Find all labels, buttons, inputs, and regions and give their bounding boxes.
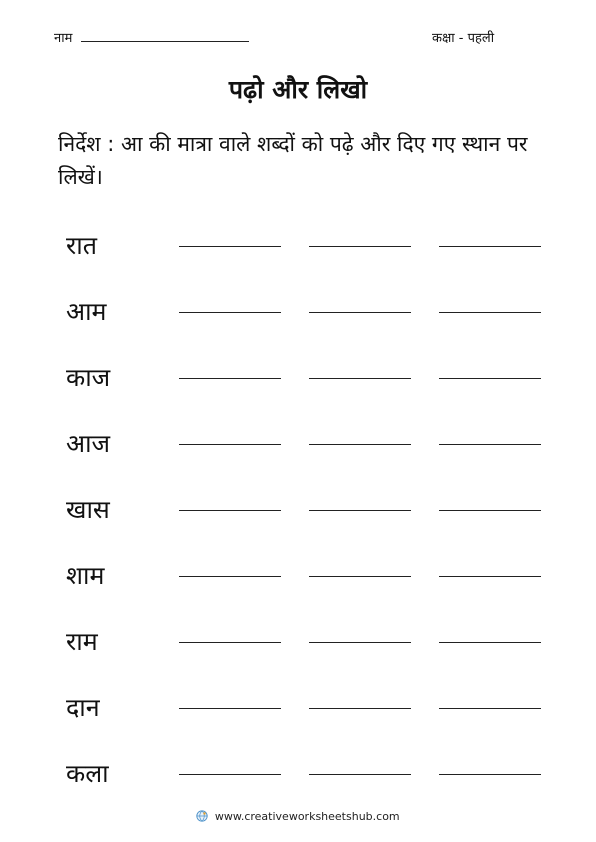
write-line-3[interactable] [439, 774, 541, 775]
write-line-2[interactable] [309, 774, 411, 775]
write-line-2[interactable] [309, 312, 411, 313]
word-row [0, 552, 596, 618]
website-link[interactable]: www.creativeworksheetshub.com [214, 810, 400, 823]
write-line-1[interactable] [179, 312, 281, 313]
word-row [0, 420, 596, 486]
write-line-2[interactable] [309, 444, 411, 445]
page-title: पढ़ो और लिखो [228, 75, 368, 104]
word-row [0, 486, 596, 552]
word-text: राम [66, 627, 98, 656]
write-line-2[interactable] [309, 708, 411, 709]
write-line-1[interactable] [179, 576, 281, 577]
word-text: काज [66, 363, 111, 392]
word-list [0, 222, 596, 816]
word-text: आज [66, 429, 111, 458]
name-label: नाम [54, 31, 73, 46]
word-row [0, 618, 596, 684]
word-row [0, 222, 596, 288]
write-line-2[interactable] [309, 378, 411, 379]
write-line-1[interactable] [179, 378, 281, 379]
write-line-3[interactable] [439, 510, 541, 511]
class-label: कक्षा - पहली [432, 31, 495, 46]
write-line-3[interactable] [439, 444, 541, 445]
word-text: दान [66, 693, 100, 722]
write-line-3[interactable] [439, 576, 541, 577]
word-row [0, 354, 596, 420]
word-text: शाम [66, 561, 105, 590]
word-text: आम [66, 297, 107, 326]
write-line-3[interactable] [439, 642, 541, 643]
write-line-1[interactable] [179, 774, 281, 775]
name-field [54, 28, 249, 46]
write-line-3[interactable] [439, 708, 541, 709]
write-line-1[interactable] [179, 246, 281, 247]
write-line-1[interactable] [179, 444, 281, 445]
word-text: रात [66, 231, 97, 260]
write-line-1[interactable] [179, 642, 281, 643]
write-line-3[interactable] [439, 246, 541, 247]
write-line-1[interactable] [179, 510, 281, 511]
write-line-3[interactable] [439, 378, 541, 379]
word-row [0, 288, 596, 354]
write-line-1[interactable] [179, 708, 281, 709]
word-row [0, 684, 596, 750]
write-line-2[interactable] [309, 642, 411, 643]
name-blank-line[interactable] [81, 29, 249, 42]
word-text: कला [66, 759, 109, 788]
write-line-3[interactable] [439, 312, 541, 313]
footer [0, 810, 596, 823]
instruction-text: निर्देश : आ की मात्रा वाले शब्दों को पढ़े और दिए गए स्थान पर लिखें। [58, 132, 528, 189]
write-line-2[interactable] [309, 246, 411, 247]
word-row [0, 750, 596, 816]
globe-icon [196, 810, 208, 822]
word-text: खास [66, 495, 110, 524]
write-line-2[interactable] [309, 510, 411, 511]
write-line-2[interactable] [309, 576, 411, 577]
